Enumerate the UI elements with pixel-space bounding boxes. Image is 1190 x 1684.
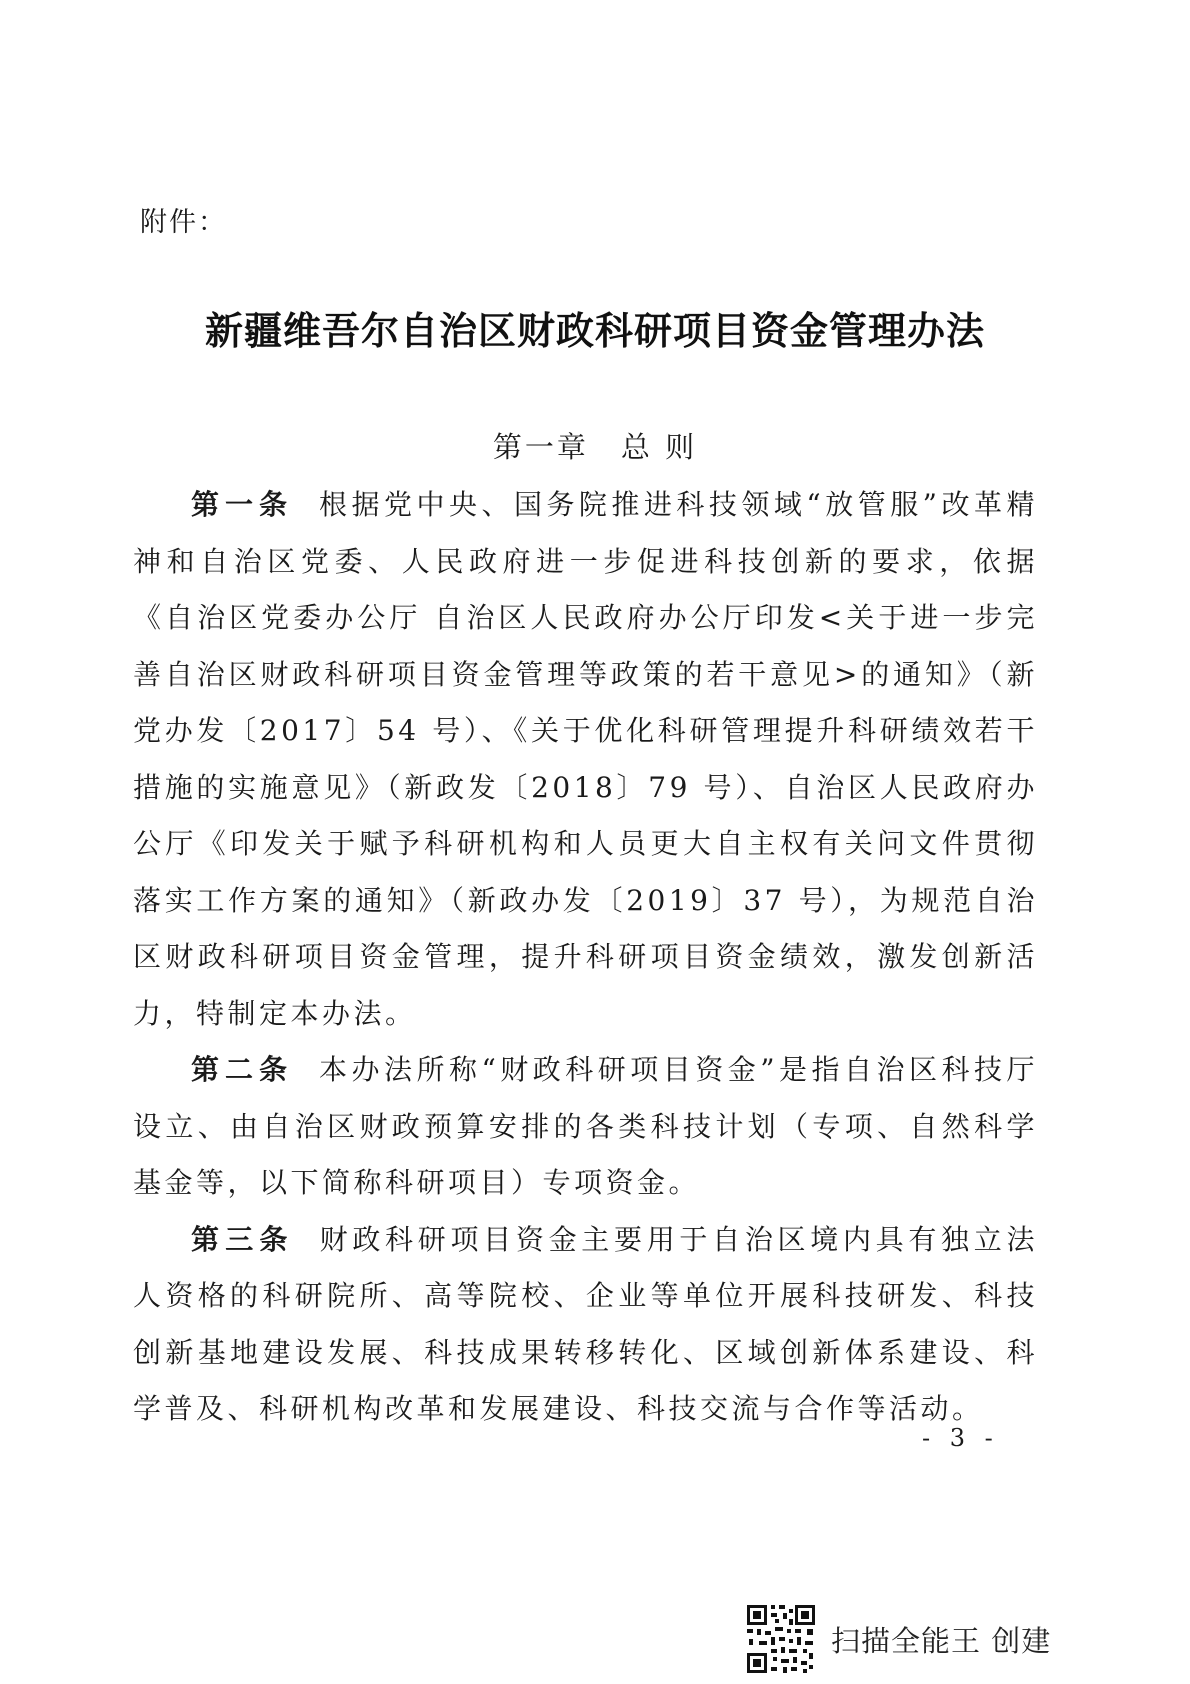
article-text: 根据党中央、国务院推进科技领域“放管服”改革精神和自治区党委、人民政府进一步促进科技创新的要求，依据《自治区党委办公厅 自治区人民政府办公厅印发<关于进一步完善自治区财政科研项目资金管理等政策的若干意见>的通知》（新党办发〔2017〕54 号）、《关于优化科研管理提升科研绩效若干措施的实施意见》（新政发〔2018〕79 号）、自治区人民政府办公厅《印发关于赋予科研机构和人员更大自主权有关问文件贯彻落实工作方案的通知》（新政办发〔2019〕37 号），为规范自治区财政科研项目资金管理，提升科研项目资金绩效，激发创新活力，特制定本办法。	[133, 488, 1038, 1030]
document-body	[133, 477, 1038, 1438]
article-text: 财政科研项目资金主要用于自治区境内具有独立法人资格的科研院所、高等院校、企业等单位开展科技研发、科技创新基地建设发展、科技成果转移转化、区域创新体系建设、科学普及、科研机构改革和发展建设、科技交流与合作等活动。	[133, 1222, 1038, 1425]
scanner-watermark-text: 扫描全能王 创建	[831, 1623, 1052, 1658]
document-title: 新疆维吾尔自治区财政科研项目资金管理办法	[204, 308, 985, 353]
article-heading: 第二条	[191, 1053, 293, 1086]
article-text: 本办法所称“财政科研项目资金”是指自治区科技厅设立、由自治区财政预算安排的各类科技计划（专项、自然科学基金等，以下简称科研项目）专项资金。	[133, 1053, 1038, 1199]
article-heading: 第一条	[191, 488, 293, 521]
attachment-label: 附件：	[140, 207, 227, 238]
scanner-watermark	[745, 1603, 1051, 1675]
article-3	[133, 1212, 1038, 1438]
qr-code-icon	[745, 1603, 817, 1675]
page-number: - 3 -	[922, 1424, 999, 1452]
article-2	[133, 1042, 1038, 1212]
chapter-heading: 第一章 总 则	[492, 430, 698, 464]
article-heading: 第三条	[191, 1222, 294, 1256]
article-1	[133, 477, 1038, 1042]
